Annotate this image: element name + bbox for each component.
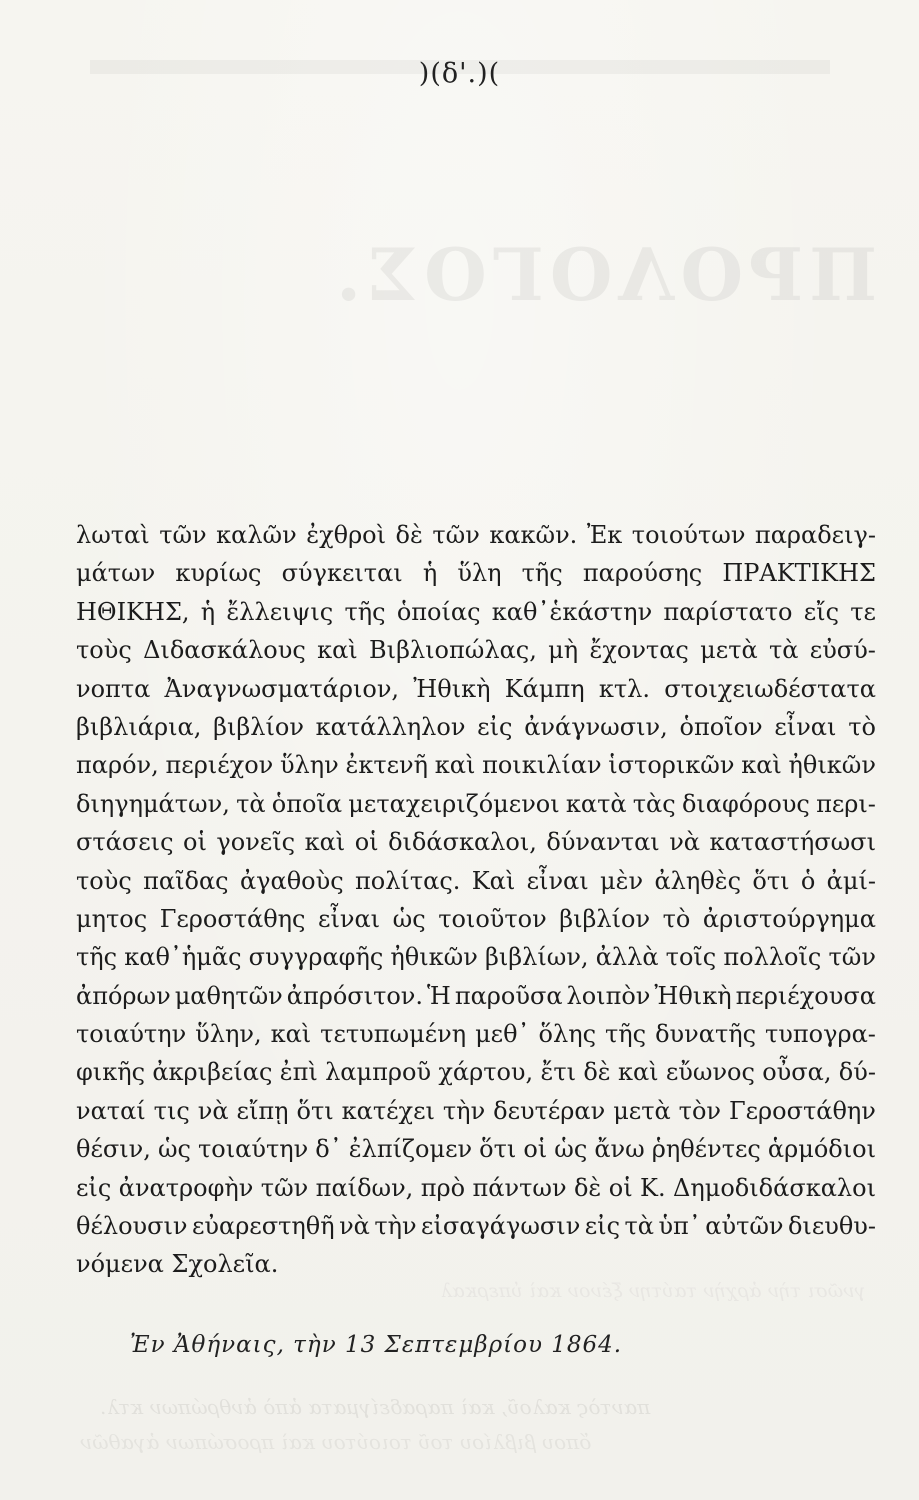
text-line: νοπτα Ἀναγνωσματάριον, Ἠθικὴ Κάμπη κτλ. στοιχειωδέστατα (76, 674, 876, 703)
body-text (76, 516, 876, 1284)
text-line: φικῆς ἀκριβείας ἐπὶ λαμπροῦ χάρτου, ἔτι δὲ καὶ εὔωνος οὖσα, δύ- (76, 1058, 876, 1087)
text-line: ναταί τις νὰ εἴπῃ ὅτι κατέχει τὴν δευτέραν μετὰ τὸν Γεροστάθην (76, 1096, 876, 1125)
text-line: θέλουσιν εὐαρεστηθῆ νὰ τὴν εἰσαγάγωσιν εἰς τὰ ὑπ᾽ αὐτῶν διευθυ- (76, 1212, 876, 1241)
text-line: μάτων κυρίως σύγκειται ἡ ὕλη τῆς παρούσης ΠΡΑΚΤΙΚΗΣ (76, 559, 876, 588)
text-line: θέσιν, ὡς τοιαύτην δ᾽ ἐλπίζομεν ὅτι οἱ ὡς ἄνω ῥηθέντες ἁρμόδιοι (76, 1135, 876, 1164)
text-line: τοὺς Διδασκάλους καὶ Βιβλιοπώλας, μὴ ἔχοντας μετὰ τὰ εὐσύ- (76, 636, 876, 665)
text-line: τοιαύτην ὕλην, καὶ τετυπωμένη μεθ᾽ ὅλης τῆς δυνατῆς τυπογρα- (76, 1020, 876, 1049)
page-number: )(δ'.)( (418, 58, 501, 89)
text-line: μητος Γεροστάθης εἶναι ὡς τοιοῦτον βιβλίον τὸ ἀριστούργημα (76, 904, 876, 933)
show-through-text: παντὸς καλοῦ, καὶ παραδείγματα ἀπὸ ἀνθρώπων κτλ. (100, 1395, 651, 1419)
text-line: ΗΘΙΚΗΣ, ἡ ἔλλειψις τῆς ὁποίας καθ᾽ἑκάστην παρίστατο εἴς τε (76, 597, 876, 626)
text-line: διηγημάτων, τὰ ὁποῖα μεταχειριζόμενοι κατὰ τὰς διαφόρους περι- (76, 789, 876, 818)
date-signature: Ἐν Ἀθήναις, τὴν 13 Σεπτεμβρίου 1864. (130, 1332, 623, 1358)
text-line: ἀπόρων μαθητῶν ἀπρόσιτον. Ἡ παροῦσα λοιπὸν Ἠθικὴ περιέχουσα (76, 981, 876, 1010)
text-line: βιβλιάρια, βιβλίον κατάλληλον εἰς ἀνάγνωσιν, ὁποῖον εἶναι τὸ (76, 712, 876, 741)
text-line: στάσεις οἱ γονεῖς καὶ οἱ διδάσκαλοι, δύνανται νὰ καταστήσωσι (76, 828, 876, 857)
text-line: εἰς ἀνατροφὴν τῶν παίδων, πρὸ πάντων δὲ οἱ Κ. Δημοδιδάσκαλοι (76, 1173, 876, 1202)
text-line: παρόν, περιέχον ὕλην ἐκτενῆ καὶ ποικιλίαν ἱστορικῶν καὶ ἠθικῶν (76, 751, 876, 780)
text-line: τῆς καθ᾽ἡμᾶς συγγραφῆς ἠθικῶν βιβλίων, ἀλλὰ τοῖς πολλοῖς τῶν (76, 943, 876, 972)
text-line: τοὺς παῖδας ἀγαθοὺς πολίτας. Καὶ εἶναι μὲν ἀληθὲς ὅτι ὁ ἀμί- (76, 866, 876, 895)
show-through-text: γνῶσι τὴν ἀρχὴν ταύτην ξένον καὶ ὑπερκαλ (440, 1280, 866, 1302)
text-line: λωταὶ τῶν καλῶν ἐχθροὶ δὲ τῶν κακῶν. Ἐκ τοιούτων παραδειγ- (76, 521, 876, 549)
show-through-text: ὅπου βιβλίου τοῦ τοιούτου καὶ προσώπων ἀγαθῶν (80, 1430, 592, 1454)
text-line: νόμενα Σχολεῖα. (76, 1250, 279, 1279)
show-through-heading: ΠΡΟΛΟΓΟΣ. (330, 232, 878, 317)
